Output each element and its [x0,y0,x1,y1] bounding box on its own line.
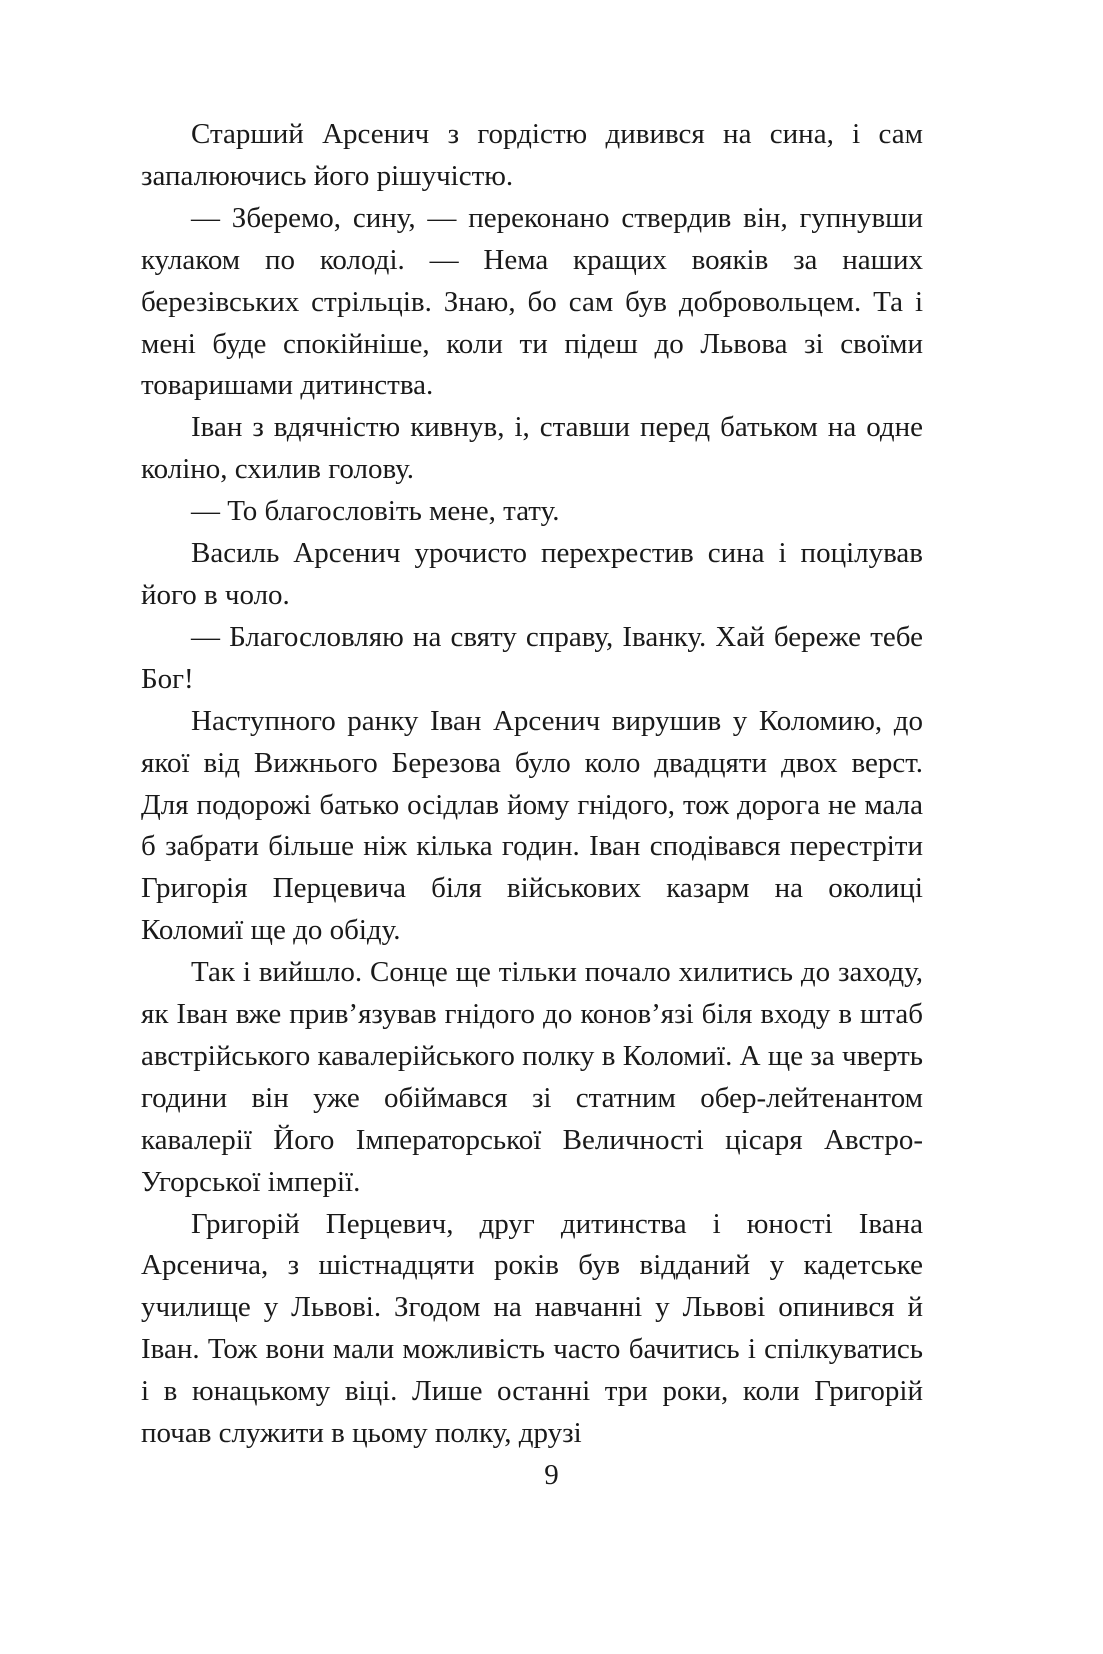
text-line: вав його в чоло. [141,537,923,611]
paragraph [141,952,923,1203]
text-line: ши кулаком по колоді. — Нема кращих вояків за наших [141,201,923,276]
page-number: 9 [544,1459,559,1491]
paragraph [141,1204,923,1455]
paragraph [141,114,923,198]
text-line: Василь Арсенич урочисто перехрестив сина і поцілу [191,537,884,570]
text-line: — То благословіть мене, тату. [191,495,560,528]
text-line: — Благословляю на святу справу, Іванку. Хай береже [191,620,862,653]
text-line: ним обер-лейтенантом кавалерії Його Імператорської [141,1081,924,1156]
text-line: двох верст. Для подорожі батько осідлав йому гнідого, [141,746,923,821]
text-line: Арсенича, з шістнадцяти років був відданий у кадетське [141,1249,923,1282]
text-line: заходу, як Іван вже прив’язував гнідого до конов’язі біля [141,956,924,1031]
page-body [141,114,923,1455]
text-line: ськових казарм на околиці Коломиї ще до обіду. [141,872,923,947]
paragraph [141,617,923,701]
paragraph [141,701,923,952]
text-line: і спілкуватись і в юнацькому віці. Лише останні три [141,1333,923,1408]
text-line: тебе Бог! [141,620,924,695]
text-line: Наступного ранку Іван Арсенич вирушив у Коло [191,704,820,737]
text-line: Старший Арсенич з гордістю дивився на сина, і сам [191,118,923,150]
text-line: ся й Іван. Тож вони мали можливість часто бачитись [141,1291,923,1366]
text-line: Так і вийшло. Сонце ще тільки почало хилитись до [191,956,831,989]
text-line: Величності цісаря Австро-Угорської імперії. [141,1123,923,1198]
text-line: березівських стрільців. Знаю, бо сам був добровольцем. [141,285,862,318]
text-line: Іван сподівався перестріти Григорія Перцевича біля вій [141,830,923,905]
text-line: їми товаришами дитинства. [141,327,923,402]
text-line: ломиї. А ще за чверть години він уже обіймався зі стат [141,1039,923,1114]
text-line: мию, до якої від Вижнього Березова було коло двадцяти [141,704,923,779]
text-line: Іван з вдячністю кивнув, і, ставши перед батьком на [191,411,857,444]
text-line: одне коліно, схилив голову. [141,411,923,486]
text-line: запалюючись його рішучістю. [141,159,514,192]
paragraph [141,533,923,617]
paragraph [141,491,923,533]
paragraph [141,198,923,408]
text-line: — Зберемо, сину, — переконано ствердив він, гупнув [191,201,886,234]
text-line: тож дорога не мала б забрати більше ніж кілька годин. [141,788,924,863]
text-line: Григорій Перцевич, друг дитинства і юності Івана [191,1207,923,1240]
text-line: входу в штаб австрійського кавалерійського полку в Ко [141,998,924,1072]
text-line: училище у Львові. Згодом на навчанні у Львові опинив [141,1291,869,1324]
paragraph [141,407,923,491]
text-line: Та і мені буде спокійніше, коли ти підеш до Львова зі сво [141,285,923,360]
text-line: роки, коли Григорій почав служити в цьому полку, друзі [141,1375,923,1450]
